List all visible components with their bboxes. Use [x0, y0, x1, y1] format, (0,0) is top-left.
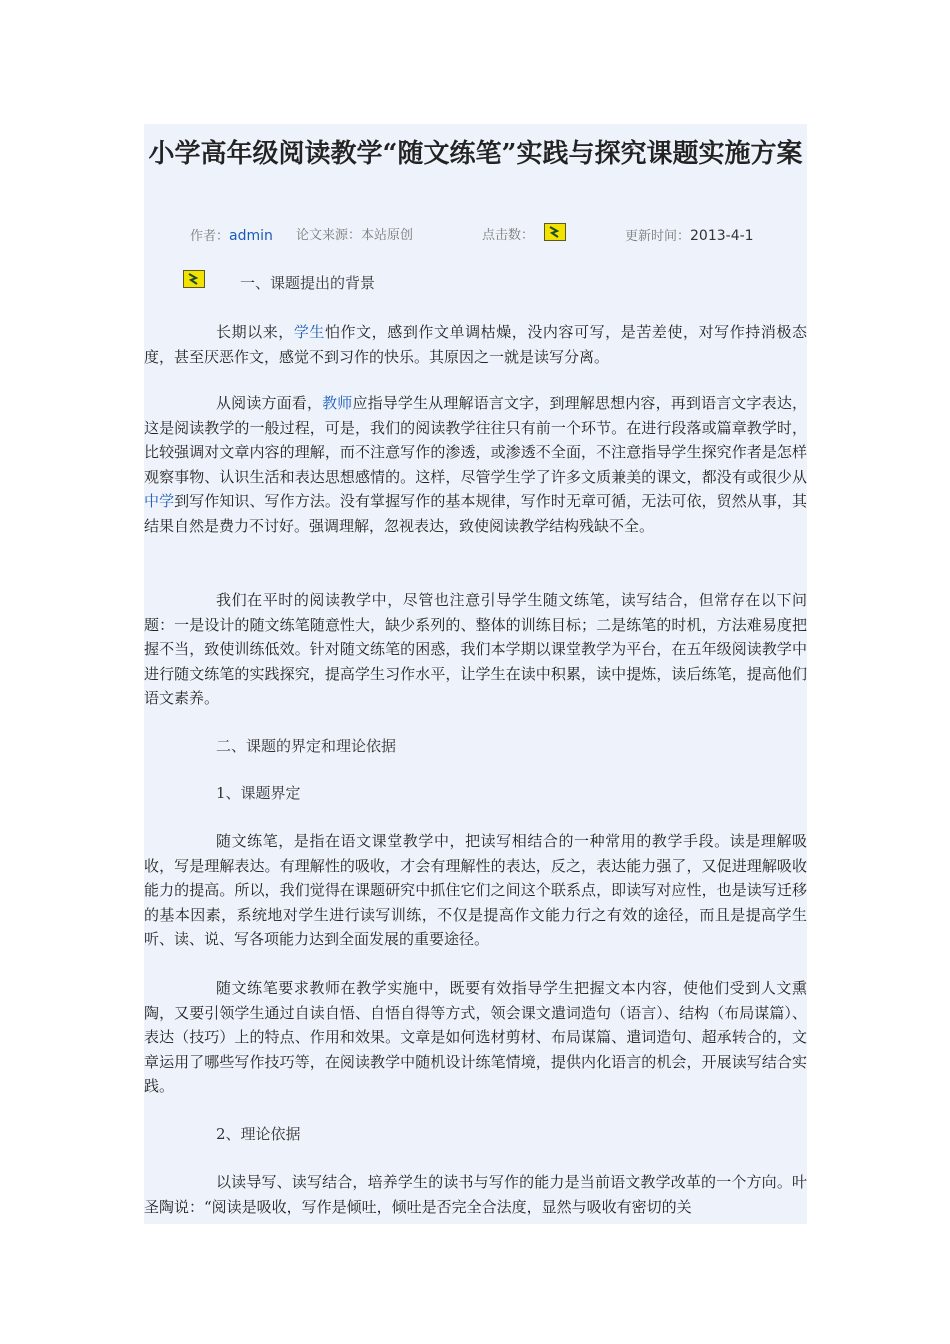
middle-school-link[interactable]: 中学 — [144, 492, 175, 511]
p2-text-b: 应指导学生从理解语言文字，到理解思想内容，再到语言文字表达，这是阅读教学的一般过程，可是，我们的阅读教学往往只有前一个环节。在进行段落或篇章教学时，比较强调对文章内容的理解，而不注意写作的渗透，或渗透不全面，不注意指导学生探究作者是怎样观察事物、认识生活和表达思想感情的。这样，尽管学生学了许多文质兼美的课文，都没有或很少从 — [144, 394, 807, 486]
clicks-counter-image-icon — [544, 223, 566, 241]
students-link[interactable]: 学生 — [293, 323, 325, 341]
author-link[interactable]: admin — [229, 228, 273, 244]
p2-text-a: 从阅读方面看， — [216, 394, 323, 412]
source-value: 本站原创 — [361, 228, 414, 243]
section-heading-definition: 二、课题的界定和理论依据 — [216, 737, 397, 755]
author-meta — [190, 226, 273, 247]
teachers-link[interactable]: 教师 — [322, 394, 353, 412]
paragraph-6: 以读导写、读写结合，培养学生的读书与写作的能力是当前语文教学改革的一个方向。叶圣陶说：“阅读是吸收，写作是倾吐，倾吐是否完全合法度，显然与吸收有密切的关 — [144, 1173, 807, 1216]
updated-value: 2013-4-1 — [690, 228, 754, 244]
updated-label: 更新时间： — [625, 229, 691, 244]
updated-meta — [625, 226, 754, 247]
author-label: 作者： — [190, 229, 230, 244]
paragraph-1 — [144, 320, 807, 369]
source-meta — [296, 226, 413, 246]
paragraph-4: 随文练笔，是指在语文课堂教学中，把读写相结合的一种常用的教学手段。读是理解吸收，写是理解表达。有理解性的吸收，才会有理解性的表达，反之，表达能力强了，又促进理解吸收能力的提高。所以，我们觉得在课题研究中抓住它们之间这个联系点，即读写对应性，也是读写迁移的基本因素，系统地对学生进行读写训练，不仅是提高作文能力行之有效的途径，而且是提高学生听、读、说、写各项能力达到全面发展的重要途径。 — [144, 832, 807, 949]
p1-text-b: 怕作文，感到作文单调枯燥，没内容可写，是苦差使，对写作持消极态度，甚至厌恶作文，感觉不到习作的快乐。其原因之一就是读写分离。 — [144, 323, 807, 366]
paragraph-2 — [144, 391, 807, 539]
subheading-definition: 1、课题界定 — [216, 784, 301, 802]
section-heading-background: 一、课题提出的背景 — [240, 274, 376, 292]
page-title: 小学高年级阅读教学“随文练笔”实践与探究课题实施方案 — [148, 139, 803, 169]
p2-text-c: 到写作知识、写作方法。没有掌握写作的基本规律，写作时无章可循，无法可依，贸然从事，其结果自然是费力不讨好。强调理解，忽视表达，致使阅读教学结构残缺不全。 — [144, 492, 807, 535]
clicks-label: 点击数： — [482, 228, 535, 243]
paragraph-3: 我们在平时的阅读教学中，尽管也注意引导学生随文练笔，读写结合，但常存在以下问题：一是设计的随文练笔随意性大，缺少系列的、整体的训练目标；二是练笔的时机，方法难易度把握不当，致使训练低效。针对随文练笔的困惑，我们本学期以课堂教学为平台，在五年级阅读教学中进行随文练笔的实践探究，提高学生习作水平，让学生在读中积累，读中提炼，读后练笔，提高他们语文素养。 — [144, 591, 807, 708]
subheading-theory: 2、理论依据 — [216, 1125, 301, 1143]
source-label: 论文来源： — [296, 228, 362, 243]
p1-text-a: 长期以来， — [216, 323, 294, 341]
clicks-meta — [482, 226, 534, 246]
section-image-icon — [183, 270, 205, 288]
paragraph-5: 随文练笔要求教师在教学实施中，既要有效指导学生把握文本内容，使他们受到人文熏陶，又要引领学生通过自读自悟、自悟自得等方式，领会课文遣词造句（语言）、结构（布局谋篇）、表达（技巧）上的特点、作用和效果。文章是如何选材剪材、布局谋篇、遣词造句、超承转合的，文章运用了哪些写作技巧等，在阅读教学中随机设计练笔情境，提供内化语言的机会，开展读写结合实践。 — [144, 979, 807, 1096]
